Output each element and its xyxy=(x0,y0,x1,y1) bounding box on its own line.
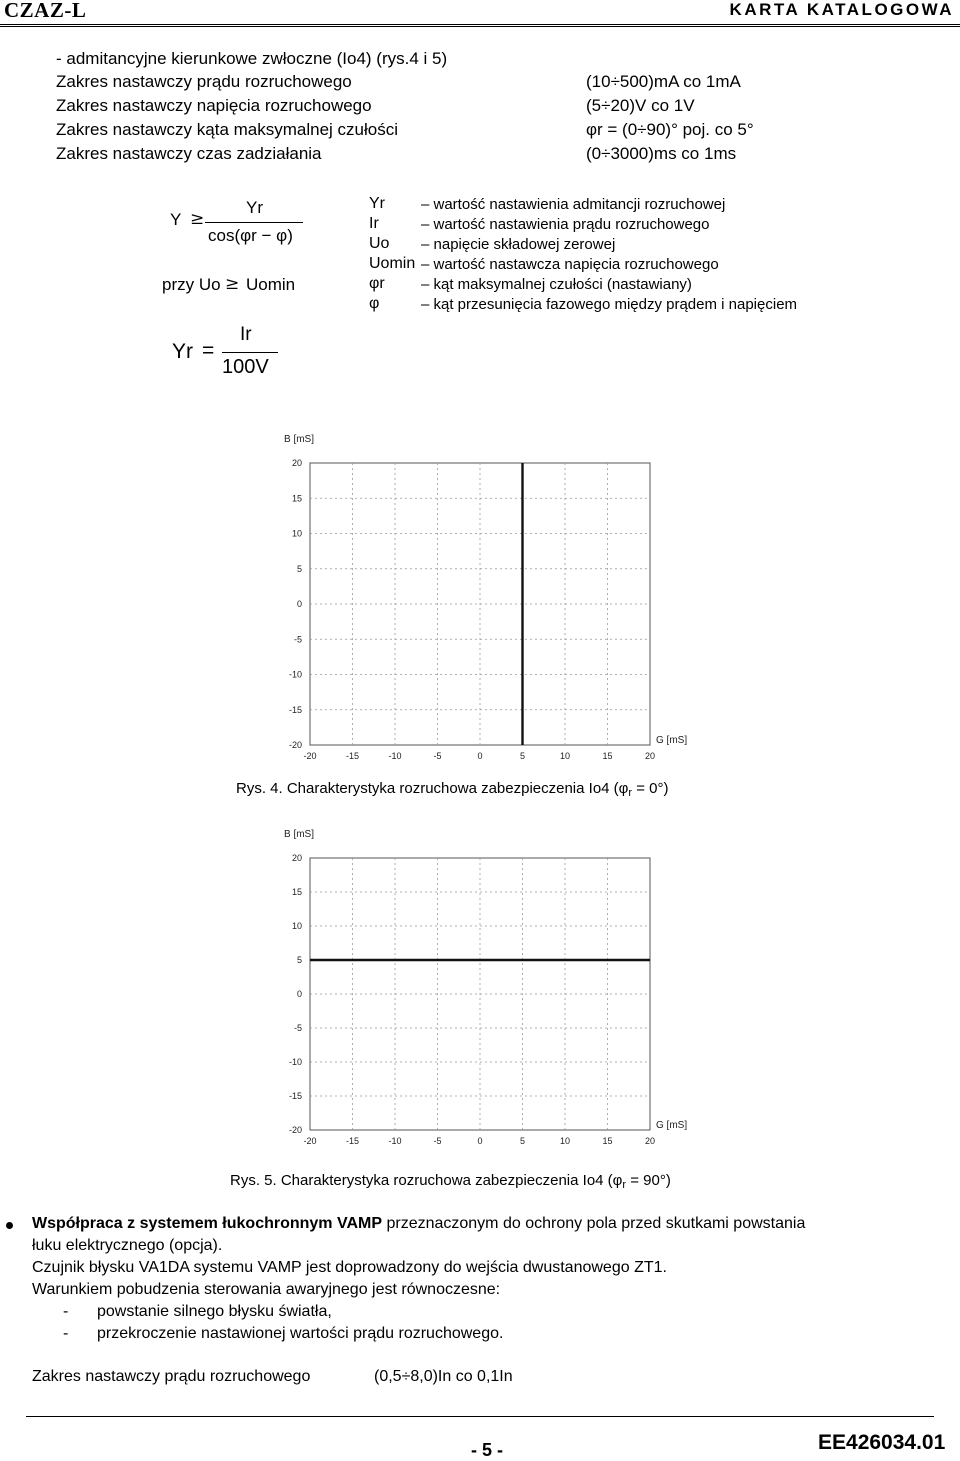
document-number: EE426034.01 xyxy=(818,1431,946,1454)
x-tick-label: -15 xyxy=(345,1136,360,1146)
legend-text: – kąt przesunięcia fazowego między prądem i napięciem xyxy=(421,296,798,313)
header-divider xyxy=(0,24,960,27)
figure-caption-rys4 xyxy=(236,780,669,797)
x-axis-label: G [mS] xyxy=(656,735,688,746)
formula-condition: przy Uo xyxy=(162,275,221,294)
legend-text: – wartość nastawcza napięcia rozruchowego xyxy=(421,256,719,273)
setting-label: Zakres nastawczy czas zadziałania xyxy=(56,144,322,163)
vamp-lead-bold: Współpraca z systemem łukochronnym VAMP xyxy=(32,1215,383,1232)
fraction-bar xyxy=(205,222,303,223)
list-dash: - xyxy=(63,1325,69,1342)
bullet-icon xyxy=(6,1222,13,1229)
legend-symbol: Uo xyxy=(369,235,390,252)
vamp-lead-rest: przeznaczonym do ochrony pola przed skutkami powstania xyxy=(382,1215,806,1232)
y-tick-label: 20 xyxy=(291,458,302,468)
caption-text: = 0°) xyxy=(632,780,669,797)
y-tick-label: 20 xyxy=(291,853,302,863)
y-tick-label: 0 xyxy=(296,599,302,609)
legend-symbol: Yr xyxy=(369,195,385,212)
fraction-bar xyxy=(222,352,278,353)
y-tick-label: -20 xyxy=(288,740,302,750)
range-value: (0,5÷8,0)In co 0,1In xyxy=(374,1368,513,1385)
x-tick-label: 5 xyxy=(519,751,526,761)
legend-symbol: φ xyxy=(369,295,380,312)
y-tick-label: 10 xyxy=(291,921,302,931)
settings-heading: - admitancyjne kierunkowe zwłoczne (Io4) (rys.4 i 5) xyxy=(56,49,448,68)
x-tick-label: -10 xyxy=(388,751,402,761)
x-tick-label: 0 xyxy=(477,1136,483,1146)
setting-label: Zakres nastawczy prądu rozruchowego xyxy=(56,72,352,91)
y-tick-label: 15 xyxy=(291,887,302,897)
vamp-lead xyxy=(32,1215,805,1233)
x-tick-label: -5 xyxy=(433,751,442,761)
x-tick-label: 20 xyxy=(644,751,656,761)
setting-value: (5÷20)V co 1V xyxy=(586,96,695,115)
x-tick-label: 15 xyxy=(602,1136,613,1146)
caption-text: Rys. 4. Charakterystyka rozruchowa zabezpieczenia Io4 (φ xyxy=(236,780,629,797)
product-code: CZAZ-L xyxy=(4,0,87,22)
formula-ge: ≥ xyxy=(225,274,240,294)
formula-ge: ≥ xyxy=(190,209,205,229)
setting-value: (10÷500)mA co 1mA xyxy=(586,72,741,91)
range-label: Zakres nastawczy prądu rozruchowego xyxy=(32,1368,311,1385)
x-axis-label: G [mS] xyxy=(656,1120,688,1131)
caption-sub: r xyxy=(628,787,633,799)
footer-divider xyxy=(26,1416,934,1417)
yr-eq: = xyxy=(202,339,215,362)
y-tick-label: -10 xyxy=(288,669,302,680)
x-tick-label: 10 xyxy=(559,751,571,761)
legend-symbol: Ir xyxy=(369,215,379,232)
formula-lhs: Y xyxy=(170,210,182,229)
legend-text: – wartość nastawienia admitancji rozruchowej xyxy=(421,196,726,213)
y-axis-label: B [mS] xyxy=(284,829,315,840)
setting-value: (0÷3000)ms co 1ms xyxy=(586,144,737,163)
y-tick-label: -20 xyxy=(288,1125,302,1135)
vamp-sensor-text: Czujnik błysku VA1DA systemu VAMP jest doprowadzony do wejścia dwustanowego ZT1. xyxy=(32,1259,667,1276)
document-type: KARTA KATALOGOWA xyxy=(729,0,954,19)
y-tick-label: -5 xyxy=(293,634,302,645)
list-item: przekroczenie nastawionej wartości prądu rozruchowego. xyxy=(97,1325,504,1342)
legend-text: – wartość nastawienia prądu rozruchowego xyxy=(421,216,710,233)
list-item: powstanie silnego błysku światła, xyxy=(97,1303,332,1320)
setting-label: Zakres nastawczy kąta maksymalnej czułości xyxy=(56,120,399,139)
legend-text: – napięcie składowej zerowej xyxy=(421,236,616,253)
chart-rys4-svg xyxy=(240,425,720,765)
y-tick-label: 5 xyxy=(296,955,302,965)
y-tick-label: 5 xyxy=(296,563,302,574)
formula-condition-rhs: Uomin xyxy=(246,275,296,294)
legend-symbol: φr xyxy=(369,275,385,292)
legend-symbol: Uomin xyxy=(369,255,416,272)
yr-denominator: 100V xyxy=(222,356,269,378)
chart-rys4 xyxy=(240,425,720,765)
figure-caption-rys5 xyxy=(230,1172,671,1189)
x-tick-label: -20 xyxy=(303,751,317,761)
vamp-condition-text: Warunkiem pobudzenia sterowania awaryjnego jest równoczesne: xyxy=(32,1281,501,1298)
x-tick-label: -15 xyxy=(345,751,360,761)
y-tick-label: -10 xyxy=(288,1057,302,1067)
x-tick-label: 5 xyxy=(519,1136,526,1146)
chart-rys5-svg xyxy=(240,820,720,1150)
x-tick-label: 20 xyxy=(644,1136,656,1146)
page-number: - 5 - xyxy=(471,1440,504,1460)
yr-numerator: Ir xyxy=(240,324,252,345)
yr-lhs: Yr xyxy=(172,340,193,363)
y-tick-label: 15 xyxy=(291,493,302,504)
x-tick-label: 15 xyxy=(602,751,613,761)
caption-text: = 90°) xyxy=(626,1172,671,1189)
list-dash: - xyxy=(63,1303,69,1320)
x-tick-label: -10 xyxy=(388,1136,402,1146)
formula-numerator: Yr xyxy=(246,198,263,217)
formula-denominator: cos(φr − φ) xyxy=(208,226,293,245)
chart-rys5 xyxy=(240,820,720,1150)
y-tick-label: -15 xyxy=(288,1091,302,1101)
y-tick-label: -15 xyxy=(288,704,302,715)
setting-value: φr = (0÷90)° poj. co 5° xyxy=(586,120,754,139)
legend-text: – kąt maksymalnej czułości (nastawiany) xyxy=(421,276,692,293)
setting-label: Zakres nastawczy napięcia rozruchowego xyxy=(56,96,372,115)
y-tick-label: 10 xyxy=(291,528,302,539)
y-axis-label: B [mS] xyxy=(284,434,315,445)
x-tick-label: -20 xyxy=(303,1136,317,1146)
y-tick-label: 0 xyxy=(296,989,302,999)
caption-text: Rys. 5. Charakterystyka rozruchowa zabezpieczenia Io4 (φ xyxy=(230,1172,623,1189)
vamp-lead-line2: łuku elektrycznego (opcja). xyxy=(32,1237,223,1254)
y-tick-label: -5 xyxy=(293,1023,302,1033)
x-tick-label: 0 xyxy=(477,751,483,761)
caption-sub: r xyxy=(622,1179,627,1191)
x-tick-label: -5 xyxy=(433,1136,442,1146)
x-tick-label: 10 xyxy=(559,1136,571,1146)
